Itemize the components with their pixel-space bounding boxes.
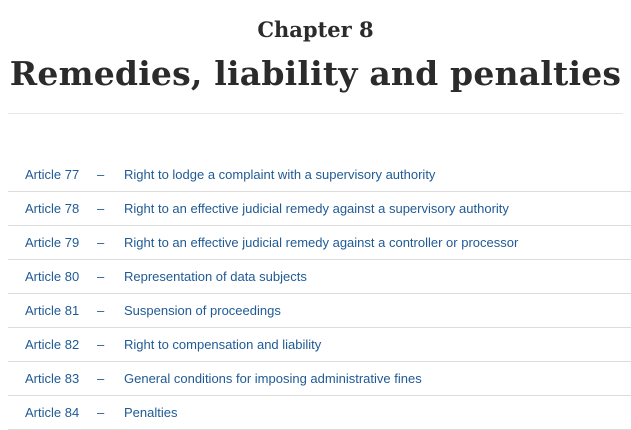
- article-number[interactable]: Article 77: [25, 167, 80, 182]
- article-separator: –: [97, 201, 105, 216]
- article-number[interactable]: Article 83: [25, 371, 80, 386]
- article-title[interactable]: Right to an effective judicial remedy against a supervisory authority: [124, 201, 509, 216]
- article-title[interactable]: Right to compensation and liability: [124, 337, 322, 352]
- article-row-84[interactable]: [8, 396, 631, 430]
- article-row-77[interactable]: [8, 158, 631, 192]
- article-title[interactable]: Representation of data subjects: [124, 269, 307, 284]
- article-number[interactable]: Article 79: [25, 235, 80, 250]
- article-separator: –: [97, 337, 105, 352]
- article-separator: –: [97, 405, 105, 420]
- article-title[interactable]: Right to lodge a complaint with a supervisory authority: [124, 167, 436, 182]
- article-separator: –: [97, 235, 105, 250]
- article-row-81[interactable]: [8, 294, 631, 328]
- chapter-label: Chapter 8: [257, 17, 374, 42]
- article-number[interactable]: Article 81: [25, 303, 80, 318]
- article-title[interactable]: Suspension of proceedings: [124, 303, 281, 318]
- article-title[interactable]: Penalties: [124, 405, 178, 420]
- article-title[interactable]: General conditions for imposing administrative fines: [124, 371, 422, 386]
- article-title[interactable]: Right to an effective judicial remedy against a controller or processor: [124, 235, 519, 250]
- article-number[interactable]: Article 78: [25, 201, 80, 216]
- article-separator: –: [97, 167, 105, 182]
- article-list: [8, 158, 631, 430]
- header-divider: [8, 113, 623, 114]
- article-row-79[interactable]: [8, 226, 631, 260]
- article-row-80[interactable]: [8, 260, 631, 294]
- article-number[interactable]: Article 82: [25, 337, 80, 352]
- article-row-78[interactable]: [8, 192, 631, 226]
- article-row-83[interactable]: [8, 362, 631, 396]
- article-number[interactable]: Article 84: [25, 405, 80, 420]
- chapter-title: Remedies, liability and penalties: [9, 54, 622, 93]
- article-separator: –: [97, 269, 105, 284]
- article-row-82[interactable]: [8, 328, 631, 362]
- article-separator: –: [97, 303, 105, 318]
- article-number[interactable]: Article 80: [25, 269, 80, 284]
- article-separator: –: [97, 371, 105, 386]
